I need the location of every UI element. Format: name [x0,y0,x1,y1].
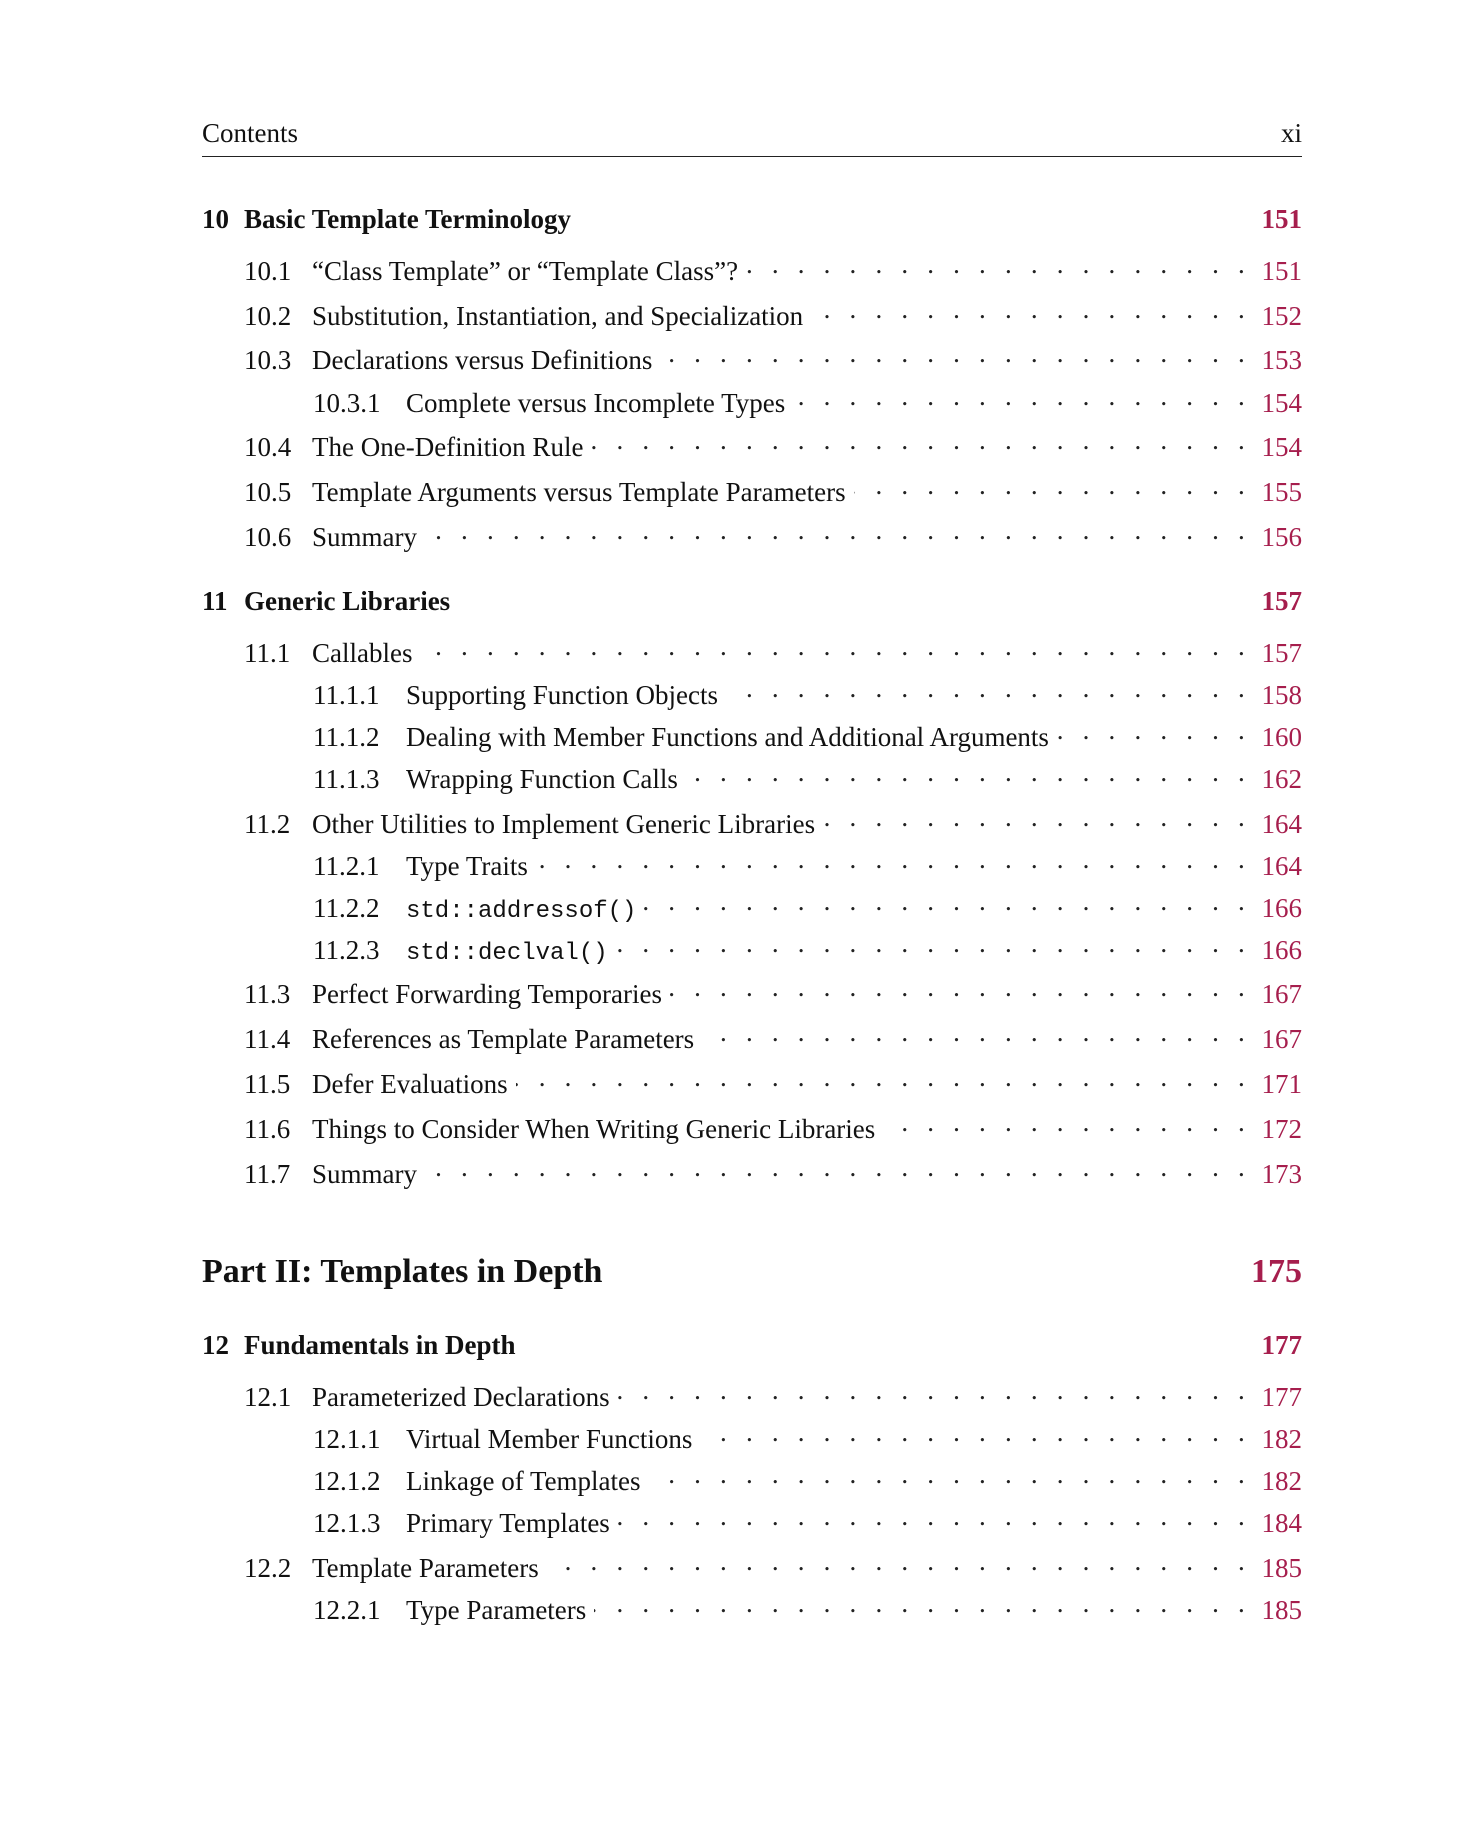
toc-entry[interactable] [202,757,1302,793]
toc-entry[interactable] [202,338,1302,374]
entry-page: 156 [1261,522,1302,552]
entry-page: 167 [1261,1024,1302,1054]
entry-page: 153 [1261,345,1302,375]
entry-page: 151 [1261,256,1302,286]
chapter-title: Fundamentals in Depth [244,1330,516,1360]
entry-number: 11.1 [244,638,291,668]
toc-chapter-12[interactable] [202,1330,1302,1366]
toc-entry[interactable] [202,249,1302,285]
leader-dots [425,515,1251,546]
toc-entry[interactable] [202,1501,1302,1537]
entry-page: 157 [1261,638,1302,668]
toc-entry[interactable] [202,515,1302,551]
entry-page: 167 [1261,979,1302,1009]
entry-number: 11.7 [244,1159,291,1189]
entry-page: 173 [1261,1159,1302,1189]
entry-page: 182 [1261,1466,1302,1496]
leader-dots [644,886,1251,917]
entry-page: 155 [1261,477,1302,507]
leader-dots [811,294,1251,325]
entry-number: 10.5 [244,477,292,507]
toc-entry[interactable] [202,673,1302,709]
toc-entry[interactable] [202,381,1302,417]
entry-number: 12.1.3 [313,1508,381,1538]
entry-title: Other Utilities to Implement Generic Libraries [312,809,816,839]
entry-page: 162 [1261,764,1302,794]
entry-title: std::declval() [406,940,608,967]
leader-dots [700,1417,1251,1448]
entry-number: 10.1 [244,256,292,286]
entry-page: 184 [1261,1508,1302,1538]
toc-entry[interactable] [202,1459,1302,1495]
toc-entry[interactable] [202,715,1302,751]
leader-dots [649,1459,1251,1490]
entry-number: 10.6 [244,522,292,552]
entry-page: 166 [1261,893,1302,923]
entry-number: 12.1 [244,1382,292,1412]
chapter-title: Basic Template Terminology [244,204,572,234]
entry-page: 164 [1261,851,1302,881]
entry-title: Declarations versus Definitions [312,345,653,375]
entry-title: The One-Definition Rule [312,432,584,462]
entry-title: Primary Templates [406,1508,610,1538]
leader-dots [883,1107,1251,1138]
entry-title: References as Template Parameters [312,1024,695,1054]
entry-title: Callables [312,638,413,668]
entry-number: 11.2.2 [313,893,380,923]
toc-entry[interactable] [202,425,1302,461]
chapter-page: 157 [1261,586,1302,616]
entry-title: Perfect Forwarding Temporaries [312,979,662,1009]
leader-dots [618,1375,1251,1406]
entry-page: 154 [1261,388,1302,418]
leader-dots [618,1501,1251,1532]
toc-part-2[interactable] [202,1253,1302,1291]
toc-entry[interactable] [202,1546,1302,1582]
leader-dots [594,1588,1251,1619]
entry-title: Type Traits [406,851,528,881]
toc-entry[interactable] [202,1417,1302,1453]
entry-number: 11.2.3 [313,935,380,965]
chapter-number: 12 [202,1330,229,1360]
toc-entry[interactable] [202,1588,1302,1624]
toc-entry[interactable] [202,1017,1302,1053]
leader-dots [670,972,1251,1003]
header-page-number: xi [1280,118,1302,148]
entry-page: 182 [1261,1424,1302,1454]
entry-page: 152 [1261,301,1302,331]
entry-title: Type Parameters [406,1595,587,1625]
entry-number: 11.1.2 [313,722,380,752]
entry-page: 164 [1261,809,1302,839]
running-header [202,118,1302,157]
toc-entry[interactable] [202,470,1302,506]
entry-number: 10.4 [244,432,292,462]
leader-dots [746,249,1251,280]
entry-page: 160 [1261,722,1302,752]
leader-dots [660,338,1251,369]
entry-page: 171 [1261,1069,1302,1099]
chapter-number: 10 [202,204,229,234]
entry-title: Defer Evaluations [312,1069,508,1099]
toc-entry[interactable] [202,972,1302,1008]
leader-dots [547,1546,1251,1577]
entry-number: 11.1.3 [313,764,380,794]
entry-title: Template Parameters [312,1553,539,1583]
entry-title: Dealing with Member Functions and Additional Arguments [406,722,1049,752]
entry-page: 166 [1261,935,1302,965]
entry-number: 11.2 [244,809,291,839]
entry-title: Parameterized Declarations [312,1382,610,1412]
entry-title: Wrapping Function Calls [406,764,678,794]
toc-entry[interactable] [202,886,1302,925]
toc-chapter-11[interactable] [202,586,1302,622]
toc-entry[interactable] [202,1375,1302,1411]
entry-number: 11.4 [244,1024,291,1054]
entry-page: 154 [1261,432,1302,462]
toc-entry[interactable] [202,294,1302,330]
entry-number: 11.6 [244,1114,291,1144]
part-page: 175 [1251,1253,1302,1290]
toc-entry[interactable] [202,928,1302,967]
toc-entry[interactable] [202,631,1302,667]
chapter-page: 177 [1261,1330,1302,1360]
entry-page: 172 [1261,1114,1302,1144]
leader-dots [726,673,1251,704]
entry-number: 12.1.2 [313,1466,381,1496]
entry-page: 185 [1261,1595,1302,1625]
entry-number: 10.2 [244,301,292,331]
entry-number: 11.1.1 [313,680,380,710]
entry-title: Summary [312,1159,417,1189]
entry-title: Substitution, Instantiation, and Specialization [312,301,804,331]
toc-chapter-10[interactable] [202,204,1302,240]
entry-title: “Class Template” or “Template Class”? [312,256,739,286]
leader-dots [1057,715,1251,746]
entry-page: 158 [1261,680,1302,710]
entry-number: 10.3.1 [313,388,381,418]
chapter-page: 151 [1261,204,1302,234]
entry-title: Things to Consider When Writing Generic Libraries [312,1114,876,1144]
toc-entry[interactable] [202,844,1302,880]
entry-title: Complete versus Incomplete Types [406,388,786,418]
leader-dots [516,1062,1251,1093]
entry-number: 12.2.1 [313,1595,381,1625]
entry-number: 11.2.1 [313,851,380,881]
entry-number: 11.3 [244,979,291,1009]
entry-number: 12.2 [244,1553,292,1583]
leader-dots [702,1017,1251,1048]
leader-dots [793,381,1251,412]
entry-number: 11.5 [244,1069,291,1099]
header-title: Contents [202,118,299,148]
leader-dots [420,631,1251,662]
entry-number: 12.1.1 [313,1424,381,1454]
leader-dots [616,928,1251,959]
entry-number: 10.3 [244,345,292,375]
leader-dots [686,757,1251,788]
entry-page: 185 [1261,1553,1302,1583]
part-title: Part II: Templates in Depth [202,1253,603,1290]
entry-title: Summary [312,522,417,552]
entry-title: Linkage of Templates [406,1466,641,1496]
toc-entry[interactable] [202,1152,1302,1188]
leader-dots [425,1152,1251,1183]
leader-dots [591,425,1251,456]
toc-entry[interactable] [202,1107,1302,1143]
leader-dots [536,844,1251,875]
entry-page: 177 [1261,1382,1302,1412]
entry-title: Virtual Member Functions [406,1424,693,1454]
toc-entry[interactable] [202,802,1302,838]
chapter-number: 11 [202,586,228,616]
leader-dots [854,470,1251,501]
leader-dots [823,802,1251,833]
entry-title: Template Arguments versus Template Parameters [312,477,846,507]
toc-entry[interactable] [202,1062,1302,1098]
entry-title: std::addressof() [406,898,637,925]
chapter-title: Generic Libraries [244,586,451,616]
entry-title: Supporting Function Objects [406,680,718,710]
